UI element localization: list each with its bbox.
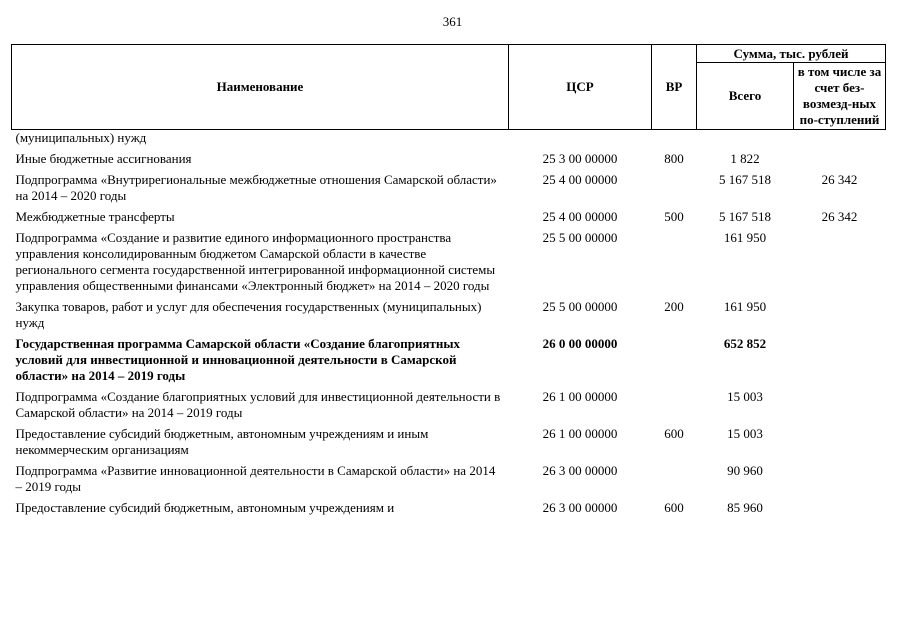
row-csr: 25 5 00 00000 [542, 299, 618, 314]
row-total: 90 960 [727, 463, 763, 478]
header-vr: ВР [652, 45, 697, 130]
row-vr [652, 461, 697, 498]
row-name: Подпрограмма «Создание благоприятных условий для инвестиционной деятельности в Самарской области» на 2014 – 2019 годы [15, 389, 501, 420]
table-row [12, 461, 886, 498]
table-row [12, 297, 886, 334]
row-name: (муниципальных) нужд [15, 130, 147, 145]
header-csr: ЦСР [509, 45, 652, 130]
row-name: Государственная программа Самарской области «Создание благоприятных условий для инвестиционной и инновационной деятельности в Самарской области» на 2014 – 2019 годы [15, 336, 461, 383]
row-total: 1 822 [730, 151, 760, 166]
row-total: 85 960 [727, 500, 763, 515]
budget-table [11, 44, 886, 519]
row-csr: 25 4 00 00000 [542, 172, 618, 187]
row-csr: 26 1 00 00000 [542, 426, 618, 441]
row-total: 161 950 [723, 299, 767, 314]
row-gratis [794, 297, 886, 334]
row-total: 652 852 [723, 336, 767, 351]
row-csr: 26 3 00 00000 [542, 463, 618, 478]
row-vr: 200 [664, 299, 684, 314]
table-row [12, 207, 886, 228]
table-row [12, 170, 886, 207]
row-total: 15 003 [727, 389, 763, 404]
table-row [12, 130, 886, 150]
row-gratis [794, 461, 886, 498]
row-gratis [794, 424, 886, 461]
row-total: 161 950 [723, 230, 767, 245]
row-gratis [794, 498, 886, 519]
header-name: Наименование [12, 45, 509, 130]
table-body [12, 130, 886, 520]
table-row [12, 149, 886, 170]
row-name: Закупка товаров, работ и услуг для обеспечения государственных (муниципальных) нужд [15, 299, 482, 330]
row-vr [652, 130, 697, 150]
table-row [12, 387, 886, 424]
row-total: 5 167 518 [719, 172, 771, 187]
row-gratis [794, 130, 886, 150]
row-name: Иные бюджетные ассигнования [15, 151, 192, 166]
row-vr [652, 387, 697, 424]
row-name: Межбюджетные трансферты [15, 209, 175, 224]
row-gratis [794, 228, 886, 297]
row-name: Подпрограмма «Развитие инновационной деятельности в Самарской области» на 2014 – 2019 годы [15, 463, 496, 494]
row-name: Предоставление субсидий бюджетным, автономным учреждениям и [15, 500, 395, 515]
page-number: 361 [442, 14, 463, 29]
row-csr: 25 3 00 00000 [542, 151, 618, 166]
table-row [12, 498, 886, 519]
table-header [12, 45, 886, 130]
row-csr: 26 0 00 00000 [542, 336, 618, 351]
header-total: Всего [697, 63, 794, 130]
row-vr: 600 [664, 500, 684, 515]
row-name: Предоставление субсидий бюджетным, автономным учреждениям и иным некоммерческим организациям [15, 426, 429, 457]
row-vr: 500 [664, 209, 684, 224]
header-gratis: в том числе за счет без-возмезд-ных по-ступлений [794, 63, 886, 130]
row-csr: 26 3 00 00000 [542, 500, 618, 515]
table-row [12, 334, 886, 387]
row-gratis: 26 342 [821, 209, 858, 224]
row-gratis [794, 334, 886, 387]
row-vr: 800 [664, 151, 684, 166]
row-gratis [794, 387, 886, 424]
row-vr [652, 170, 697, 207]
table-row [12, 424, 886, 461]
row-name: Подпрограмма «Создание и развитие единого информационного пространства управления консолидированным бюджетом Самарской области в качестве регионального сегмента государственной интегрированной информационной системы управления общественными финансами «Электронный бюджет» на 2014 – 2020 годы [15, 230, 496, 293]
header-sum: Сумма, тыс. рублей [697, 45, 886, 63]
row-vr [652, 228, 697, 297]
row-csr: 26 1 00 00000 [542, 389, 618, 404]
row-vr [652, 334, 697, 387]
table-row [12, 228, 886, 297]
row-total: 5 167 518 [719, 209, 771, 224]
row-csr [509, 130, 652, 150]
row-vr: 600 [664, 426, 684, 441]
row-gratis [794, 149, 886, 170]
row-total: 15 003 [727, 426, 763, 441]
row-total [697, 130, 794, 150]
row-csr: 25 4 00 00000 [542, 209, 618, 224]
row-name: Подпрограмма «Внутрирегиональные межбюджетные отношения Самарской области» на 2014 – 2020 годы [15, 172, 497, 203]
row-gratis: 26 342 [821, 172, 858, 187]
row-csr: 25 5 00 00000 [542, 230, 618, 245]
